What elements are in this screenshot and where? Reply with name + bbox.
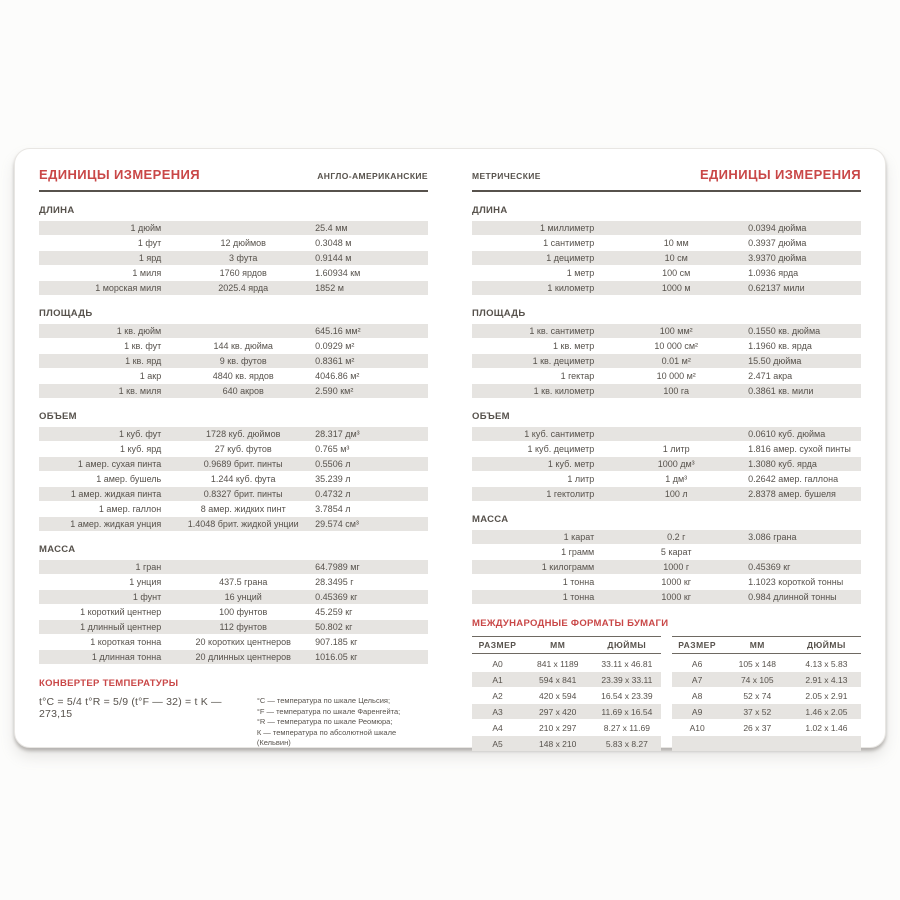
- paper-inch-cell: 23.39 x 33.11: [601, 674, 653, 685]
- value-cell: 29.574 см³: [315, 519, 359, 529]
- unit-name-cell: 1 кв. ярд: [125, 356, 162, 366]
- unit-name-cell: 1 кв. метр: [553, 341, 595, 351]
- value-cell: 4046.86 м²: [315, 371, 360, 381]
- unit-name-cell: 1 короткий центнер: [80, 607, 162, 617]
- temperature-converter-body: [39, 696, 428, 749]
- page-subtitle: АНГЛО-АМЕРИКАНСКИЕ: [317, 171, 428, 181]
- paper-size-cell: A1: [492, 674, 503, 685]
- equivalent-cell: 16 унций: [224, 592, 262, 602]
- equivalent-cell: 100 фунтов: [219, 607, 268, 617]
- equivalent-cell: 1000 г: [663, 562, 690, 572]
- equivalent-cell: 8 амер. жидких пинт: [200, 504, 286, 514]
- section-heading: МАССА: [39, 544, 76, 555]
- section-rows: [472, 427, 861, 501]
- table-row: [39, 517, 428, 531]
- equivalent-cell: 100 га: [663, 386, 690, 396]
- unit-name-cell: 1 унция: [129, 577, 162, 587]
- paper-inch-cell: 8.27 x 11.69: [603, 722, 650, 733]
- unit-name-cell: 1 миллиметр: [539, 223, 595, 233]
- value-cell: 0.0610 куб. дюйма: [748, 429, 826, 439]
- table-row: [39, 457, 428, 471]
- paper-inch-cell: 5.83 x 8.27: [605, 738, 648, 749]
- section-rows: [472, 530, 861, 604]
- unit-name-cell: 1 амер. жидкая пинта: [70, 489, 162, 499]
- table-row: [39, 472, 428, 486]
- paper-row: [472, 704, 661, 719]
- value-cell: 1016.05 кг: [315, 652, 358, 662]
- table-row: [472, 487, 861, 501]
- measurement-section: [39, 308, 428, 398]
- value-cell: 0.45369 кг: [748, 562, 791, 572]
- left-measurement-sections: [39, 205, 428, 664]
- value-cell: 1852 м: [315, 283, 344, 293]
- equivalent-cell: 1000 кг: [661, 577, 692, 587]
- section-heading: ДЛИНА: [472, 205, 508, 216]
- section-rows: [39, 427, 428, 531]
- value-cell: 0.9144 м: [315, 253, 352, 263]
- measurement-section: [472, 308, 861, 398]
- table-row: [39, 487, 428, 501]
- table-row: [39, 442, 428, 456]
- equivalent-cell: 1.244 куб. фута: [210, 474, 276, 484]
- table-row: [472, 472, 861, 486]
- section-heading: ОБЪЕМ: [472, 411, 510, 422]
- table-row: [39, 221, 428, 235]
- paper-row: [472, 720, 661, 735]
- table-row: [472, 384, 861, 398]
- paper-mm-cell: 420 x 594: [539, 690, 577, 701]
- unit-name-cell: 1 фут: [137, 238, 162, 248]
- paper-row: [672, 720, 861, 735]
- table-row: [39, 502, 428, 516]
- section-rows: [39, 560, 428, 664]
- paper-mm-cell: 297 x 420: [539, 706, 577, 717]
- temperature-notes: [257, 696, 428, 749]
- temperature-note: °F — температура по шкале Фаренгейта;: [256, 706, 401, 716]
- equivalent-cell: 4840 кв. ярдов: [212, 371, 274, 381]
- value-cell: 1.0936 ярда: [748, 268, 799, 278]
- table-row: [472, 324, 861, 338]
- equivalent-cell: 3 фута: [229, 253, 258, 263]
- paper-col-header: ММ: [749, 640, 765, 650]
- equivalent-cell: 20 длинных центнеров: [195, 652, 291, 662]
- measurement-section: [39, 544, 428, 664]
- table-row: [39, 384, 428, 398]
- paper-mm-cell: 841 x 1189: [536, 658, 579, 669]
- value-cell: 907.185 кг: [315, 637, 358, 647]
- unit-name-cell: 1 ярд: [138, 253, 162, 263]
- unit-name-cell: 1 куб. дециметр: [527, 444, 595, 454]
- equivalent-cell: 2025.4 ярда: [218, 283, 269, 293]
- page-title: ЕДИНИЦЫ ИЗМЕРЕНИЯ: [699, 167, 861, 182]
- temperature-converter-heading: КОНВЕРТЕР ТЕМПЕРАТУРЫ: [39, 678, 179, 689]
- value-cell: 15.50 дюйма: [748, 356, 802, 366]
- measurement-section: [39, 411, 428, 531]
- paper-col-header: РАЗМЕР: [678, 640, 717, 650]
- section-rows: [39, 221, 428, 295]
- measurement-section: [472, 514, 861, 604]
- table-row: [39, 575, 428, 589]
- value-cell: 0.62137 мили: [748, 283, 805, 293]
- section-heading: ПЛОЩАДЬ: [472, 308, 526, 319]
- paper-row: [672, 704, 861, 719]
- table-row: [472, 339, 861, 353]
- unit-name-cell: 1 тонна: [562, 577, 595, 587]
- value-cell: 45.259 кг: [315, 607, 353, 617]
- table-row: [39, 236, 428, 250]
- value-cell: 2.8378 амер. бушеля: [748, 489, 836, 499]
- page-left: [39, 161, 428, 747]
- value-cell: 1.3080 куб. ярда: [748, 459, 817, 469]
- equivalent-cell: 1000 кг: [661, 592, 692, 602]
- value-cell: 28.317 дм³: [315, 429, 360, 439]
- paper-format-tables: [472, 636, 861, 752]
- paper-size-cell: A6: [691, 658, 703, 669]
- table-row: [472, 590, 861, 604]
- unit-name-cell: 1 километр: [547, 283, 595, 293]
- unit-name-cell: 1 гектар: [560, 371, 595, 381]
- paper-size-cell: A10: [689, 722, 705, 733]
- value-cell: 0.4732 л: [315, 489, 351, 499]
- unit-name-cell: 1 амер. галлон: [98, 504, 162, 514]
- unit-name-cell: 1 дециметр: [546, 253, 595, 263]
- table-row: [472, 457, 861, 471]
- paper-mm-cell: 148 x 210: [539, 738, 577, 749]
- table-row: [39, 354, 428, 368]
- paper-table-a6-a10: [672, 636, 861, 752]
- unit-name-cell: 1 акр: [139, 371, 162, 381]
- table-row: [472, 281, 861, 295]
- value-cell: 0.3861 кв. мили: [748, 386, 814, 396]
- table-row: [472, 442, 861, 456]
- value-cell: 3.086 грана: [748, 532, 797, 542]
- paper-inch-cell: 11.69 x 16.54: [601, 706, 653, 717]
- equivalent-cell: 100 см: [662, 268, 691, 278]
- equivalent-cell: 20 коротких центнеров: [195, 637, 291, 647]
- unit-name-cell: 1 карат: [563, 532, 595, 542]
- unit-name-cell: 1 куб. метр: [547, 459, 595, 469]
- equivalent-cell: 1728 куб. дюймов: [206, 429, 281, 439]
- value-cell: 2.590 км²: [315, 386, 354, 396]
- table-row: [39, 590, 428, 604]
- table-row: [39, 620, 428, 634]
- paper-mm-cell: 594 x 841: [539, 674, 577, 685]
- unit-name-cell: 1 морская миля: [95, 283, 162, 293]
- section-heading: МАССА: [472, 514, 509, 525]
- unit-name-cell: 1 килограмм: [541, 562, 595, 572]
- table-row: [472, 221, 861, 235]
- notebook-spread: [14, 148, 886, 748]
- paper-table-a0-a5: [472, 636, 661, 752]
- page-subtitle: МЕТРИЧЕСКИЕ: [472, 171, 541, 181]
- paper-size-cell: A5: [492, 738, 503, 749]
- table-row: [39, 281, 428, 295]
- unit-name-cell: 1 длинный центнер: [80, 622, 162, 632]
- paper-row: [472, 736, 661, 751]
- value-cell: 0.8361 м²: [315, 356, 355, 366]
- paper-table-body: [472, 656, 661, 751]
- table-row: [39, 605, 428, 619]
- table-row: [39, 266, 428, 280]
- equivalent-cell: 10 мм: [663, 238, 689, 248]
- paper-mm-cell: 74 x 105: [740, 674, 774, 685]
- value-cell: 0.984 длинной тонны: [748, 592, 837, 602]
- unit-name-cell: 1 длинная тонна: [91, 652, 162, 662]
- unit-name-cell: 1 кв. сантиметр: [529, 326, 595, 336]
- paper-table-header: [472, 636, 661, 654]
- paper-inch-cell: 4.13 x 5.83: [805, 658, 848, 669]
- paper-row: [472, 656, 661, 671]
- table-row: [472, 545, 861, 559]
- table-row: [39, 560, 428, 574]
- equivalent-cell: 112 фунтов: [219, 622, 267, 632]
- page-title: ЕДИНИЦЫ ИЗМЕРЕНИЯ: [39, 167, 201, 182]
- paper-size-cell: A9: [691, 706, 703, 717]
- equivalent-cell: 12 дюймов: [220, 238, 266, 248]
- table-row: [472, 354, 861, 368]
- paper-inch-cell: 16.54 x 23.39: [601, 690, 653, 701]
- paper-mm-cell: 37 x 52: [743, 706, 772, 717]
- paper-size-cell: A4: [492, 722, 503, 733]
- paper-row: [672, 736, 861, 751]
- paper-inch-cell: 2.05 x 2.91: [805, 690, 848, 701]
- paper-inch-cell: 2.91 x 4.13: [805, 674, 848, 685]
- value-cell: 0.2642 амер. галлона: [748, 474, 839, 484]
- unit-name-cell: 1 куб. фут: [119, 429, 162, 439]
- temperature-note: °R — температура по шкале Реомюра;: [256, 717, 393, 726]
- section-heading: ОБЪЕМ: [39, 411, 77, 422]
- value-cell: 0.5506 л: [315, 459, 351, 469]
- paper-size-cell: A0: [492, 658, 503, 669]
- value-cell: 3.7854 л: [315, 504, 351, 514]
- paper-row: [672, 656, 861, 671]
- unit-name-cell: 1 сантиметр: [543, 238, 595, 248]
- unit-name-cell: 1 кв. миля: [118, 386, 162, 396]
- unit-name-cell: 1 короткая тонна: [90, 637, 162, 647]
- equivalent-cell: 100 л: [664, 489, 688, 499]
- table-row: [472, 560, 861, 574]
- equivalent-cell: 1.4048 брит. жидкой унции: [187, 519, 299, 529]
- value-cell: 3.9370 дюйма: [748, 253, 807, 263]
- equivalent-cell: 1 литр: [662, 444, 690, 454]
- table-row: [39, 369, 428, 383]
- section-rows: [472, 221, 861, 295]
- paper-col-header: ДЮЙМЫ: [607, 640, 647, 650]
- equivalent-cell: 1000 дм³: [657, 459, 695, 469]
- table-row: [39, 650, 428, 664]
- section-heading: ДЛИНА: [39, 205, 75, 216]
- paper-formats: [472, 618, 861, 752]
- measurement-section: [472, 411, 861, 501]
- value-cell: 0.765 м³: [315, 444, 350, 454]
- paper-row: [472, 688, 661, 703]
- unit-name-cell: 1 гран: [135, 562, 162, 572]
- table-row: [472, 236, 861, 250]
- temperature-converter: [39, 678, 428, 749]
- unit-name-cell: 1 куб. сантиметр: [524, 429, 595, 439]
- table-row: [39, 427, 428, 441]
- temperature-formula: t°C = 5/4 t°R = 5/9 (t°F — 32) = t K — 273,15: [39, 696, 222, 720]
- equivalent-cell: 0.9689 брит. пинты: [203, 459, 283, 469]
- value-cell: 0.0929 м²: [315, 341, 355, 351]
- table-row: [39, 635, 428, 649]
- temperature-note: К — температура по абсолютной шкале (Кельвин): [256, 727, 397, 747]
- temperature-note: °C — температура по шкале Цельсия;: [256, 696, 391, 705]
- paper-inch-cell: 1.02 x 1.46: [805, 722, 848, 733]
- measurement-section: [472, 205, 861, 295]
- paper-col-header: ММ: [550, 640, 566, 650]
- unit-name-cell: 1 гектолитр: [546, 489, 595, 499]
- unit-name-cell: 1 кв. дюйм: [116, 326, 162, 336]
- section-rows: [472, 324, 861, 398]
- table-row: [472, 266, 861, 280]
- equivalent-cell: 437.5 грана: [219, 577, 268, 587]
- equivalent-cell: 27 куб. футов: [214, 444, 272, 454]
- value-cell: 25.4 мм: [315, 223, 348, 233]
- equivalent-cell: 10 000 см²: [654, 341, 699, 351]
- table-row: [472, 369, 861, 383]
- unit-name-cell: 1 кв. километр: [533, 386, 595, 396]
- value-cell: 1.1023 короткой тонны: [748, 577, 844, 587]
- value-cell: 0.45369 кг: [315, 592, 358, 602]
- paper-col-header: РАЗМЕР: [478, 640, 517, 650]
- equivalent-cell: 9 кв. футов: [219, 356, 267, 366]
- unit-name-cell: 1 кв. фут: [124, 341, 162, 351]
- value-cell: 645.16 мм²: [315, 326, 361, 336]
- equivalent-cell: 0.01 м²: [661, 356, 691, 366]
- table-row: [39, 339, 428, 353]
- table-row: [472, 251, 861, 265]
- value-cell: 0.3048 м: [315, 238, 352, 248]
- table-row: [472, 530, 861, 544]
- paper-mm-cell: 52 x 74: [743, 690, 772, 701]
- equivalent-cell: 0.8327 брит. пинты: [203, 489, 283, 499]
- equivalent-cell: 1000 м: [661, 283, 691, 293]
- section-heading: ПЛОЩАДЬ: [39, 308, 93, 319]
- paper-mm-cell: 210 x 297: [539, 722, 577, 733]
- value-cell: 28.3495 г: [315, 577, 354, 587]
- paper-mm-cell: 26 x 37: [743, 722, 772, 733]
- unit-name-cell: 1 кв. дециметр: [532, 356, 595, 366]
- paper-inch-cell: 1.46 x 2.05: [805, 706, 848, 717]
- unit-name-cell: 1 грамм: [561, 547, 595, 557]
- paper-inch-cell: 33.11 x 46.81: [601, 658, 653, 669]
- unit-name-cell: 1 амер. жидкая унция: [70, 519, 162, 529]
- value-cell: 1.1960 кв. ярда: [748, 341, 812, 351]
- table-row: [472, 575, 861, 589]
- equivalent-cell: 144 кв. дюйма: [213, 341, 273, 351]
- value-cell: 2.471 акра: [748, 371, 793, 381]
- right-measurement-sections: [472, 205, 861, 604]
- table-row: [472, 427, 861, 441]
- unit-name-cell: 1 миля: [132, 268, 162, 278]
- value-cell: 0.1550 кв. дюйма: [748, 326, 821, 336]
- equivalent-cell: 0.2 г: [667, 532, 686, 542]
- value-cell: 1.816 амер. сухой пинты: [748, 444, 851, 454]
- unit-name-cell: 1 тонна: [562, 592, 595, 602]
- paper-formats-heading: МЕЖДУНАРОДНЫЕ ФОРМАТЫ БУМАГИ: [472, 618, 669, 629]
- section-rows: [39, 324, 428, 398]
- paper-size-cell: A8: [691, 690, 703, 701]
- unit-name-cell: 1 амер. бушель: [96, 474, 162, 484]
- value-cell: 50.802 кг: [315, 622, 353, 632]
- page-right-header: [472, 161, 861, 192]
- measurement-section: [39, 205, 428, 295]
- paper-size-cell: A2: [492, 690, 503, 701]
- table-row: [39, 251, 428, 265]
- equivalent-cell: 10 000 м²: [656, 371, 696, 381]
- value-cell: 64.7989 мг: [315, 562, 360, 572]
- value-cell: 0.0394 дюйма: [748, 223, 807, 233]
- paper-row: [472, 672, 661, 687]
- unit-name-cell: 1 куб. ярд: [120, 444, 162, 454]
- unit-name-cell: 1 дюйм: [130, 223, 162, 233]
- unit-name-cell: 1 метр: [566, 268, 595, 278]
- paper-mm-cell: 105 x 148: [738, 658, 776, 669]
- equivalent-cell: 1760 ярдов: [219, 268, 267, 278]
- equivalent-cell: 100 мм²: [659, 326, 693, 336]
- unit-name-cell: 1 литр: [567, 474, 595, 484]
- paper-table-body: [672, 656, 861, 751]
- unit-name-cell: 1 амер. сухая пинта: [77, 459, 162, 469]
- table-row: [39, 324, 428, 338]
- paper-table-header: [672, 636, 861, 654]
- page-right: [472, 161, 861, 747]
- unit-name-cell: 1 фунт: [132, 592, 162, 602]
- value-cell: 0.3937 дюйма: [748, 238, 807, 248]
- paper-size-cell: A3: [492, 706, 503, 717]
- equivalent-cell: 640 акров: [222, 386, 264, 396]
- paper-size-cell: A7: [691, 674, 703, 685]
- page-left-header: [39, 161, 428, 192]
- equivalent-cell: 10 см: [664, 253, 688, 263]
- equivalent-cell: 1 дм³: [665, 474, 688, 484]
- value-cell: 35.239 л: [315, 474, 351, 484]
- paper-row: [672, 688, 861, 703]
- paper-row: [672, 672, 861, 687]
- equivalent-cell: 5 карат: [660, 547, 692, 557]
- value-cell: 1.60934 км: [315, 268, 361, 278]
- paper-col-header: ДЮЙМЫ: [806, 640, 846, 650]
